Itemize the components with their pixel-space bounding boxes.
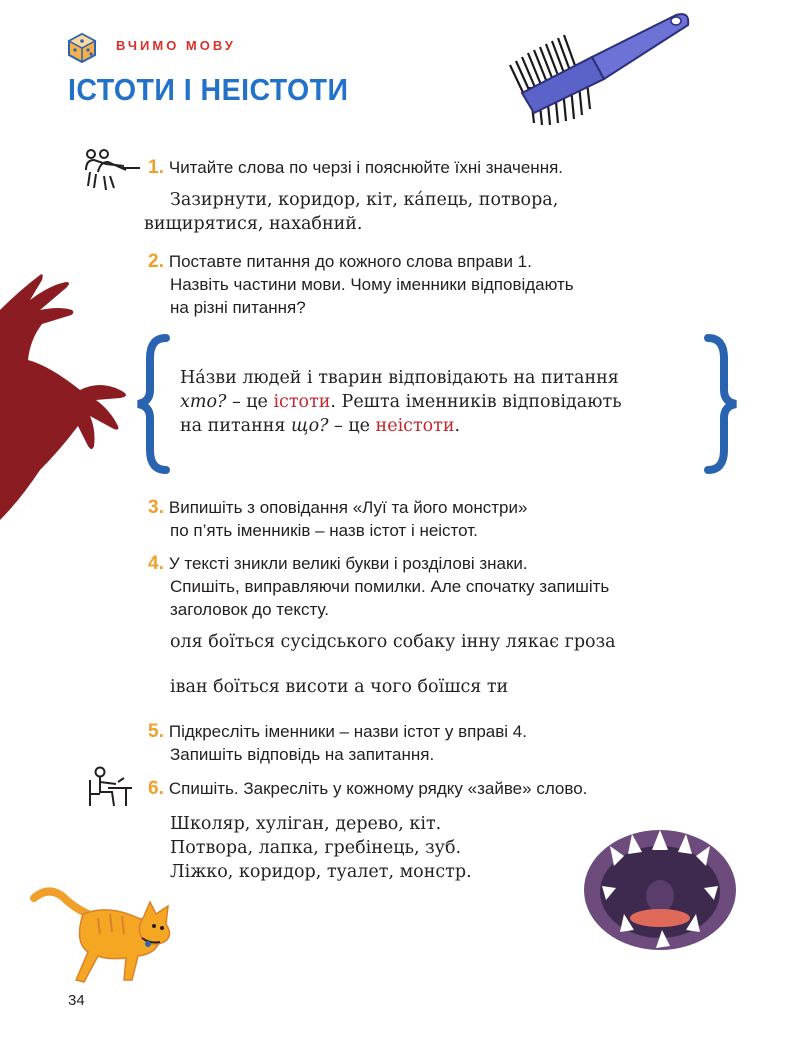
task-2-number: 2. [148, 251, 164, 272]
task-4-line: У тексті зникли великі букви і розділові знаки. [168, 554, 528, 573]
task-3-line: по п’ять іменників – назв істот і неістот. [170, 521, 478, 540]
task-1-words-line: вищирятися, нахабний. [144, 214, 363, 234]
task-4-text-line: оля боїться сусідського собаку інну лякає гроза [170, 632, 616, 652]
task-6-rows [170, 812, 472, 884]
rule-text [180, 366, 710, 438]
task-6-row: Ліжко, коридор, туалет, монстр. [170, 862, 472, 882]
dice-icon [66, 32, 98, 64]
task-6-row: Потвора, лапка, гребінець, зуб. [170, 838, 462, 858]
monster-hand-illustration [0, 270, 140, 540]
task-1 [148, 156, 563, 179]
rule-dash: – це [226, 392, 274, 412]
rule-line-1: На́зви людей і тварин відповідають на питання [180, 368, 619, 388]
task-6-text: Спишіть. Закресліть у кожному рядку «зайве» слово. [168, 779, 588, 798]
rule-end: . [454, 416, 461, 436]
rule-line-3 [180, 414, 710, 438]
task-2-line: Назвіть частини мови. Чому іменники відповідають [170, 275, 574, 294]
task-4 [148, 552, 609, 621]
task-4-line: заголовок до тексту. [170, 600, 329, 619]
comb-illustration [500, 5, 700, 135]
task-3-line: Випишіть з оповідання «Луї та його монстри» [168, 498, 528, 517]
page-title: ІСТОТИ І НЕІСТОТИ [68, 72, 349, 107]
left-brace [132, 334, 172, 474]
rule-dash: – це [328, 416, 376, 436]
task-2-line: Поставте питання до кожного слова вправи 1. [168, 252, 532, 271]
task-3-number: 3. [148, 497, 164, 518]
task-4-number: 4. [148, 553, 164, 574]
task-5-line: Запишіть відповідь на запитання. [170, 745, 435, 764]
task-6 [148, 777, 587, 800]
page-number: 34 [68, 992, 85, 1009]
task-5 [148, 720, 527, 766]
task-5-number: 5. [148, 721, 164, 742]
task-4-line: Спишіть, виправляючи помилки. Але спочатку запишіть [170, 577, 610, 596]
task-1-text: Читайте слова по черзі і пояснюйте їхні значення. [168, 158, 564, 177]
task-6-number: 6. [148, 778, 164, 799]
cat-illustration [28, 884, 188, 994]
task-3 [148, 496, 527, 542]
task-2 [148, 250, 574, 319]
task-1-words-line: Зазирнути, коридор, кіт, ка́пець, потвора, [170, 190, 559, 210]
rule-line-3-start: на питання [180, 416, 292, 436]
task-2-line: на різні питання? [170, 298, 306, 317]
task-6-row: Школяр, хуліган, дерево, кіт. [170, 814, 442, 834]
rule-term-animate: істоти [273, 392, 331, 412]
rule-rest: . Решта іменників відповідають [330, 392, 622, 412]
rule-question-who: хто? [180, 392, 227, 412]
rule-line-2 [180, 390, 710, 414]
section-label: ВЧИМО МОВУ [116, 38, 236, 53]
rule-term-inanimate: неістоти [375, 416, 455, 436]
task-5-line: Підкресліть іменники – назви істот у вправі 4. [168, 722, 527, 741]
pair-work-icon [82, 148, 142, 192]
task-1-words [144, 188, 559, 236]
rule-question-what: що? [291, 416, 329, 436]
task-1-number: 1. [148, 157, 164, 178]
task-4-text-line: іван боїться висоти а чого боїшся ти [170, 677, 509, 697]
monster-mouth-illustration [580, 826, 740, 954]
writing-student-icon [86, 766, 136, 808]
